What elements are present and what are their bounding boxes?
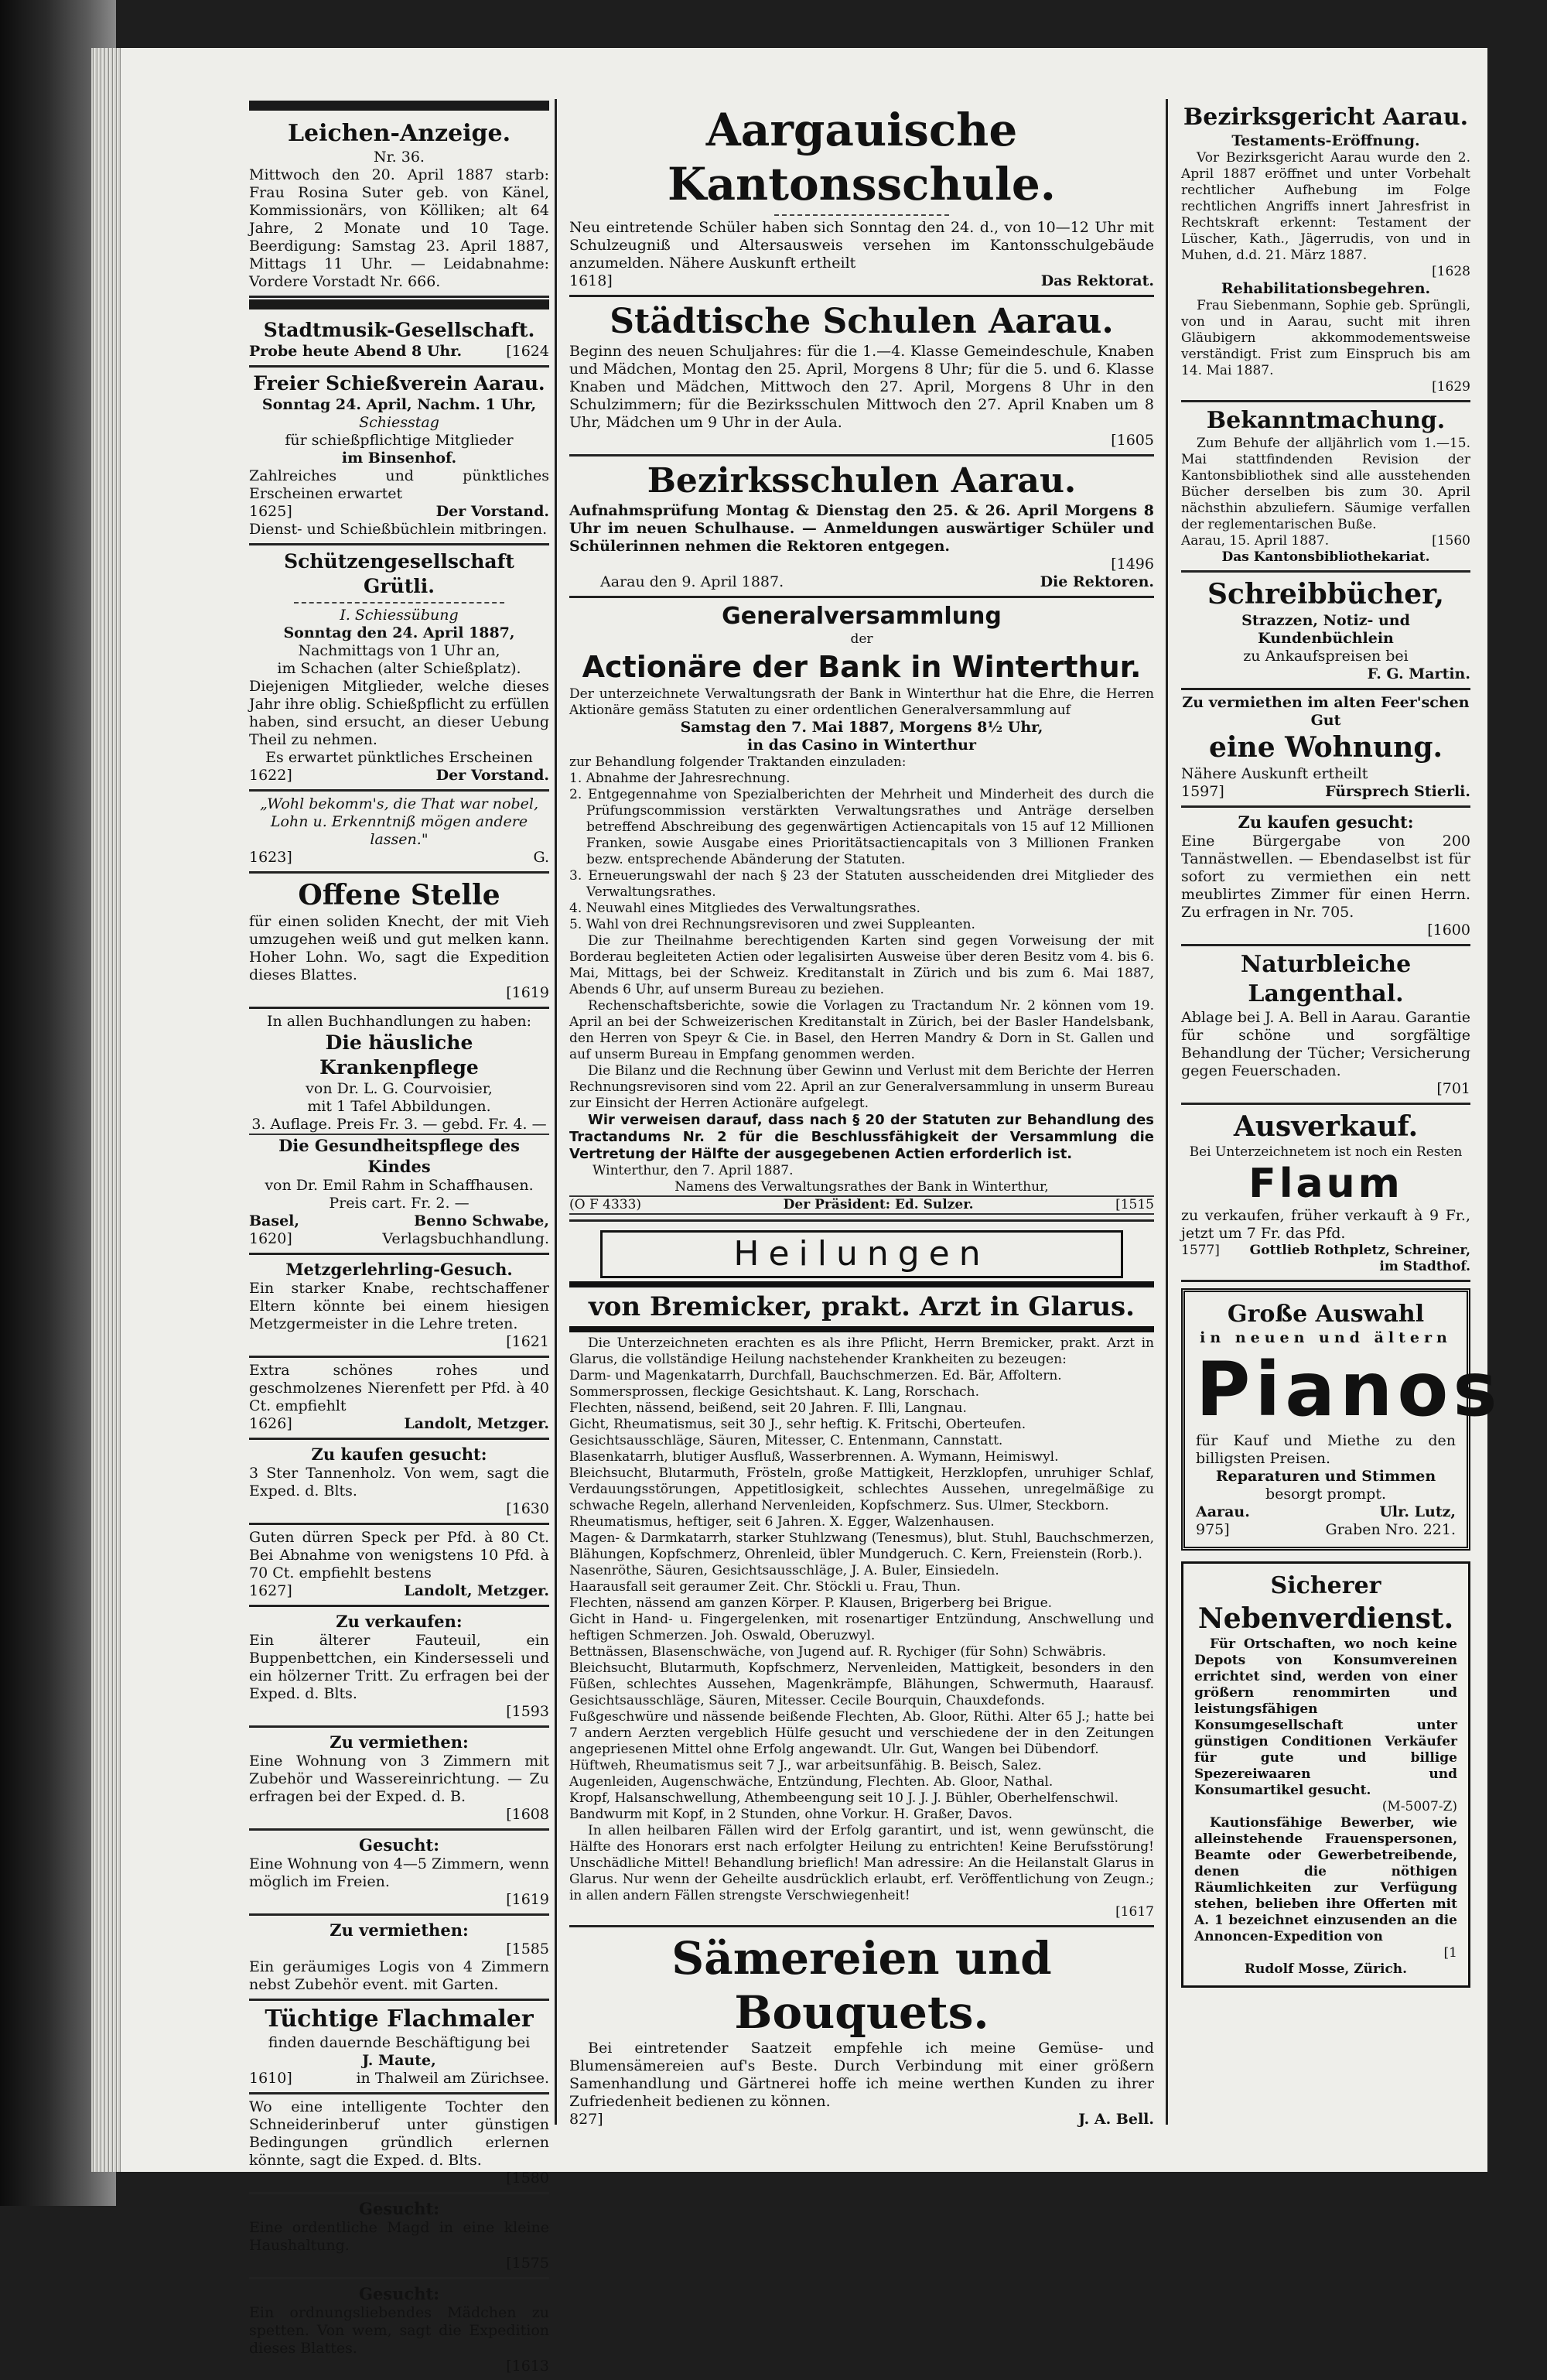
ad-naturbleiche [1181,946,1470,1105]
ad-bezirksschulen [569,457,1154,598]
signature: Das Kantonsbibliothekariat. [1221,549,1430,565]
ref-number: [1560 [1432,533,1470,549]
signature: Fürsprech Stierli. [1325,783,1470,800]
bank-item: 5. Wahl von drei Rechnungsrevisoren und zwei Suppleanten. [569,917,975,932]
vermieten-text: Eine Wohnung von 3 Zimmern mit Zubehör und Wassereinrichtung. — Zu erfragen bei der Exped. d. B. [249,1753,549,1805]
gericht-subtitle: Testaments-Eröffnung. [1231,132,1420,149]
tochter-text: Wo eine intelligente Tochter den Schneiderinberuf unter günstigen Bedingungen gründlich erlernen könnte, sagt die Exped. d. Blts. [249,2098,549,2169]
kanton-text: Neu eintretende Schüler haben sich Sonntag den 24. d., von 10—12 Uhr mit Schulzeugniß und Altersausweis versehen im Kantonsschulgebäude anzumelden. Nähere Auskunft ertheilt [569,219,1154,272]
signature: J. A. Bell. [1078,2111,1154,2128]
metzger-title: Metzgerlehrling-Gesuch. [285,1260,513,1279]
ad-gesucht-1 [249,1831,549,1916]
ref-number: [1575 [506,2255,549,2272]
gericht-text: Vor Bezirksgericht Aarau wurde den 2. April 1887 eröffnet und unter Vorbehalt rechtlicher Aufhebung im Folge rechtlichen Angriffs innert Jahresfrist in Rechtskraft erkennt: Testament der Lüscher, Kath., Jägerrudis, von und in Muhen, d.d. 21. März 1887. [1181,150,1470,263]
bank-namens: Namens des Verwaltungsrathes der Bank in Winterthur, [674,1179,1049,1195]
bezirk-date: Aarau den 9. April 1887. [600,573,784,590]
heil-outro: In allen heilbaren Fällen wird der Erfolg garantirt, und ist, wenn gewünscht, die Hälfte des Honorars erst nach erfolgter Heilung zu entrichten! Keine Berufsstörung! Unschädliche Mittel! Behandlung brieflich! Man adressire: An die Heilanstalt Glarus in Glarus. Nur wenn der Geheilte ausdrücklich erlaubt, erf. Veröffentlichung von Zeugn.; in allen andern Fällen strengste Verschwiegenheit! [569,1823,1154,1903]
ref-code: (M-5007-Z) [1381,1799,1457,1814]
bekannt-title: Bekanntmachung. [1206,407,1446,434]
bank-notice: Wir verweisen darauf, dass nach § 20 der Statuten zur Behandlung des Tractandums Nr. 2 für die Beschlussfähigkeit der Versammlung die Vertretung der Hälfte der ausgegebenen Actien erforderlich ist. [569,1112,1154,1162]
ref-number: [1613 [506,2358,549,2375]
ad-vermieten-1 [249,1728,549,1831]
ad-schiessverein [249,368,549,545]
magd-title: Gesucht: [359,2199,439,2218]
ad-verkaufen [249,1607,549,1728]
signature: Rudolf Mosse, Zürich. [1244,1961,1408,1977]
heil-item: Blasenkatarrh, blutiger Ausfluß, Wasserbrennen. A. Wymann, Heimiswyl. [569,1449,1059,1465]
ad-vermieten-2 [249,1916,549,2001]
pianos-title: Pianos [1196,1346,1502,1433]
gruetli-title: Schützengesellschaft Grütli. [284,550,514,597]
ad-offene-stelle [249,874,549,1009]
ausverkauf-line: Bei Unterzeichnetem ist noch ein Resten [1189,1144,1463,1160]
heil-item: Flechten, nässend am ganzen Körper. P. Klausen, Brigerberg bei Brigue. [569,1595,1053,1611]
ad-staedtische-schulen [569,297,1154,457]
quote-text: „Wohl bekomm's, die That war nobel, Lohn u. Erkenntniß mögen andere lassen." [260,795,538,848]
neben-subtitle: Nebenverdienst. [1197,1602,1454,1635]
ad-nierenfett [249,1358,549,1440]
bezirk-title: Bezirksschulen Aarau. [647,461,1077,501]
signature: Der Vorstand. [435,503,549,520]
heil-item: Hüftweh, Rheumatismus seit 7 J., war arbeitsunfähig. B. Beisch, Salez. [569,1758,1042,1773]
buerger-text: Eine Bürgergabe von 200 Tannästwellen. — Ebendaselbst ist für sofort zu vermiethen ein nett meublirtes Zimmer für einen Herrn. Zu erfragen in Nr. 705. [1181,833,1470,921]
gruetli-line: Es erwartet pünktliches Erscheinen [265,749,533,766]
gruetli-place: im Schachen (alter Schießplatz). [277,660,521,677]
gruetli-date: Sonntag den 24. April 1887, [283,624,515,641]
neben-title: Sicherer [1270,1572,1381,1599]
page-edges [91,48,121,2172]
heil-item: Gesichtsausschläge, Säuren, Mitesser, C. Entenmann, Cannstatt. [569,1433,1003,1448]
pianos-address: Graben Nro. 221. [1325,1521,1456,1538]
leichen-nr: Nr. 36. [374,149,425,166]
ausverkauf-text: zu verkaufen, früher verkauft à 9 Fr., jetzt um 7 Fr. das Pfd. [1181,1207,1470,1242]
ref-number: [701 [1436,1080,1470,1097]
heil-item: Haarausfall seit geraumer Zeit. Chr. Stöckli u. Frau, Thun. [569,1579,961,1595]
ad-tannenholz [249,1440,549,1525]
schiess-place: im Binsenhof. [341,450,457,467]
ad-metzger [249,1255,549,1358]
tannen-text: 3 Ster Tannenholz. Von wem, sagt die Exped. d. Blts. [249,1465,549,1499]
ad-ausverkauf [1181,1105,1470,1282]
gesucht-text: Eine Wohnung von 4—5 Zimmern, wenn möglich im Freien. [249,1855,549,1890]
column-rule [555,99,557,2125]
buch-publisher: Benno Schwabe, [414,1212,549,1229]
heil-item: Gicht, Rheumatismus, seit 30 J., sehr heftig. K. Fritschi, Oberteufen. [569,1417,1026,1432]
bank-item: 4. Neuwahl eines Mitgliedes des Verwaltungsrathes. [569,901,920,916]
heil-banner: Heilungen [600,1230,1123,1278]
vermieten-text: Ein geräumiges Logis von 4 Zimmern nebst Zubehör event. mit Garten. [249,1958,549,1993]
stadtmusik-text: Probe heute Abend 8 Uhr. [249,343,463,360]
vermieten-title: Zu vermiethen: [330,1920,469,1940]
schiess-event: Schiesstag [359,414,439,431]
signature: Landolt, Metzger. [404,1582,549,1599]
bank-president: Der Präsident: Ed. Sulzer. [783,1197,974,1212]
speck-text: Guten dürren Speck per Pfd. à 80 Ct. Bei Abnahme von wenigstens 10 Pfd. à 70 Ct. empfiehlt bestens [249,1529,549,1582]
neben-text: Kautionsfähige Bewerber, wie alleinstehende Frauenspersonen, Beamte oder Gewerbetreibende, denen die nöthigen Räumlichkeiten zur Verfügung stehen, belieben ihre Offerten mit A. 1 bezeichnet einzusenden an die Annoncen-Expedition von [1194,1815,1457,1944]
ad-leichen [249,115,549,298]
heil-item: Bleichsucht, Blutarmuth, Kopfschmerz, Nervenleiden, Mattigkeit, besonders in den Füßen, schlechtes Aussehen, Magenkrämpfe, Blähungen, Schwermuth, Haarausf. Gesichtsausschläge, Säuren, Mitesser. Cecile Bourquin, Chauxdefonds. [569,1660,1154,1708]
ref-number: [1605 [1111,432,1154,449]
column-left [249,99,549,2380]
kanton-title: Aargauische Kantonsschule. [668,104,1056,210]
bleiche-text: Ablage bei J. A. Bell in Aarau. Garantie für schöne und sorgfältige Behandlung der Tücher; Versicherung gegen Feuerschaden. [1181,1009,1470,1079]
ref-number: [1628 [1432,264,1470,279]
ad-magd [249,2194,549,2279]
divider [294,602,504,604]
schiess-line: Zahlreiches und pünktliches Erscheinen erwartet [249,467,549,502]
ref-number: 1597] [1181,783,1224,800]
ausverkauf-title: Ausverkauf. [1233,1110,1419,1143]
ad-heilungen [569,1222,1154,1927]
schiess-line: für schießpflichtige Mitglieder [285,432,514,449]
ref-number: 975] [1196,1521,1230,1538]
bezirk-text: Aufnahmsprüfung Montag & Dienstag den 25. & 26. April Morgens 8 Uhr im neuen Schulhause. — Anmeldungen auswärtiger Schüler und Schülerinnen nehmen die Rektoren entgegen. [569,502,1154,555]
stadtmusik-title: Stadtmusik-Gesellschaft. [263,319,535,341]
rule [569,1326,1154,1332]
ad-nebenverdienst [1181,1561,1470,1988]
bekannt-date: Aarau, 15. April 1887. [1181,533,1330,549]
buch-line: mit 1 Tafel Abbildungen. [307,1098,491,1115]
pianos-line: Reparaturen und Stimmen [1215,1468,1436,1485]
schreib-text: zu Ankaufspreisen bei [1243,648,1409,665]
gesucht-title: Gesucht: [359,1835,439,1855]
metzger-text: Ein starker Knabe, rechtschaffener Eltern könnte bei einem hiesigen Metzgermeister in die Lehre treten. [249,1280,549,1332]
divider [774,214,950,216]
vermieten-title: Zu vermiethen: [330,1732,469,1752]
buch-author: von Dr. Emil Rahm in Schaffhausen. [265,1177,534,1194]
schiess-title: Freier Schießverein Aarau. [253,372,545,395]
heil-item: Flechten, nässend, beißend, seit 20 Jahren. F. Illi, Langnau. [569,1400,967,1416]
nierenfett-text: Extra schönes rohes und geschmolzenes Nierenfett per Pfd. à 40 Ct. empfiehlt [249,1362,549,1414]
bank-signing-date: Winterthur, den 7. April 1887. [593,1163,794,1178]
ref-number: 1620] [249,1230,292,1247]
neben-text: Für Ortschaften, wo noch keine Depots von Konsumvereinen errichtet sind, werden von einer größern renommirten und leistungsfähigen Konsumgesellschaft unter günstigen Conditionen Verkäufer für gute und billige Spezereiwaaren und Konsumartikel gesucht. [1194,1636,1457,1798]
buch-city: Basel, [249,1212,299,1229]
ref-number: [1585 [506,1941,549,1958]
ad-bezirksgericht [1181,99,1470,402]
gruetli-line: Nachmittags von 1 Uhr an, [298,642,500,659]
ad-saemereien [569,1927,1154,2133]
ref-number: 1610] [249,2070,292,2087]
bekannt-text: Zum Behufe der alljährlich vom 1.—15. Mai stattfindenden Revision der Kantonsbibliothek sind alle ausstehenden Bücher derselben bis zum 30. April nächsthin abzuliefern. Säumige verfallen der reglementarischen Buße. [1181,436,1470,532]
buch-price: Preis cart. Fr. 2. — [329,1195,470,1212]
ad-stadtmusik [249,314,549,368]
ref-number: [1619 [506,984,549,1001]
top-rule [249,101,549,111]
flachmaler-line: finden dauernde Beschäftigung bei [268,2034,531,2051]
ad-gruetli [249,545,549,792]
buch-title-2: Die Gesundheitspflege des Kindes [249,1134,549,1177]
bank-intro: Der unterzeichnete Verwaltungsrath der Bank in Winterthur hat die Ehre, die Herren Aktionäre gemäss Statuten zu einer ordentlichen Generalversammlung auf [569,686,1154,718]
wohnung-line: Nähere Auskunft ertheilt [1181,765,1368,782]
signature: Der Vorstand. [435,767,549,784]
ad-wohnung [1181,690,1470,808]
flachmaler-place: in Thalweil am Zürichsee. [356,2070,549,2087]
wohnung-line: Zu vermiethen im alten Feer'schen Gut [1182,694,1470,729]
ad-speck [249,1525,549,1607]
heil-item: Gicht in Hand- u. Fingergelenken, mit rosenartiger Entzündung, Anschwellung und heftigen Schmerzen. Joh. Oswald, Oberuzwyl. [569,1612,1154,1643]
ref-number: [1630 [506,1500,549,1517]
ad-tochter [249,2094,549,2194]
heil-item: Bandwurm mit Kopf, in 2 Stunden, ohne Vorkur. H. Graßer, Davos. [569,1807,1013,1822]
tannen-title: Zu kaufen gesucht: [311,1445,487,1464]
heil-item: Kropf, Halsanschwellung, Athembeengung seit 10 J. J. J. Bühler, Oberhelfenschwil. [569,1790,1118,1806]
ref-number: [1 [1443,1945,1457,1961]
ad-schreibbuecher [1181,573,1470,690]
signature: Gottlieb Rothpletz, Schreiner, im Stadthof. [1249,1243,1470,1274]
ref-number: [1496 [1111,556,1154,573]
buch-line: In allen Buchhandlungen zu haben: [267,1013,531,1030]
ref-number: 827] [569,2111,603,2128]
staedtisch-title: Städtische Schulen Aarau. [610,302,1114,341]
column-center [569,99,1154,2133]
rule [569,1281,1154,1287]
schreib-title: Schreibbücher, [1207,578,1445,610]
ad-bekanntmachung [1181,402,1470,573]
signature: F. G. Martin. [1367,665,1470,682]
ref-code: (O F 4333) [569,1197,642,1212]
bank-place: in das Casino in Winterthur [747,737,976,754]
ref-number: 1627] [249,1582,292,1599]
column-right [1181,99,1502,1988]
ref-number: 1622] [249,767,292,784]
buch-price: 3. Auflage. Preis Fr. 3. — gebd. Fr. 4. — [251,1116,547,1133]
ref-number: 1618] [569,272,613,289]
heil-item: Rheumatismus, heftiger, seit 6 Jahren. X. Egger, Walzenhausen. [569,1514,995,1530]
schiess-date: Sonntag 24. April, Nachm. 1 Uhr, [261,396,537,413]
pianos-line: besorgt prompt. [1265,1486,1387,1503]
column-rule [1166,99,1168,2125]
gericht-title: Bezirksgericht Aarau. [1183,104,1469,131]
bank-der: der [850,631,873,647]
maedchen-title: Gesucht: [359,2284,439,2303]
ref-number: [1593 [506,1703,549,1720]
ref-number: [1515 [1115,1197,1154,1212]
signature: Ulr. Lutz, [1379,1503,1456,1520]
signature: Landolt, Metzger. [404,1415,549,1432]
pianos-line: Große Auswahl [1227,1301,1425,1328]
bank-item: 2. Entgegennahme von Spezialberichten der Mehrheit und Minderheit des durch die Prüfungscommission verstärkten Verwaltungsrathes und Anträge derselben betreffend Abschreibung des gegenwärtigen Actiencapitals von 15 auf 12 Millionen Franken, sowie Ausgabe eines Prioritätsactiencapitals von 3 Millionen Franken bezw. entsprechende Abänderung der Statuten. [569,787,1154,867]
signature: Das Rektorat. [1040,272,1154,289]
ref-number: 1623] [249,849,292,866]
gericht-subtitle: Rehabilitationsbegehren. [1221,280,1431,297]
ad-quote [249,792,549,874]
pianos-line: in neuen und ältern [1200,1329,1452,1346]
verkaufen-text: Ein älterer Fauteuil, ein Buppenbettchen, ein Kindersesseli und ein hölzerner Tritt. Zu erfragen bei der Exped. d. Blts. [249,1632,549,1702]
bank-item: 3. Erneuerungswahl der nach § 23 der Statuten ausscheidenden drei Mitglieder des Verwaltungsrathes. [569,868,1154,900]
signature: G. [533,849,549,866]
stelle-title: Offene Stelle [298,879,500,911]
magd-text: Eine ordentliche Magd in eine kleine Haushaltung. [249,2219,549,2254]
buch-title: Die häusliche Krankenpflege [319,1031,479,1079]
heil-item: Nasenröthe, Säuren, Gesichtsausschläge, J. A. Buler, Einsiedeln. [569,1563,999,1578]
schiess-line: Dienst- und Schießbüchlein mitbringen. [249,521,548,538]
wohnung-title: eine Wohnung. [1208,731,1443,764]
leichen-text: Mittwoch den 20. April 1887 starb: Frau Rosina Suter geb. von Känel, Kommissionärs, von Kölliken; alt 64 Jahre, 2 Monate und 10 Tage. Beerdigung: Samstag 23. April 1887, Mittags 11 Uhr. — Leidabnahme: Vordere Vorstadt Nr. 666. [249,166,549,290]
pianos-text: für Kauf und Miethe zu den billigsten Preisen. [1196,1432,1456,1467]
buch-line: Verlagsbuchhandlung. [382,1230,549,1247]
flachmaler-title: Tüchtige Flachmaler [265,2006,534,2033]
maedchen-text: Ein ordnungsliebendes Mädchen zu spetten. Von wem, sagt die Expedition dieses Blattes. [249,2304,549,2357]
ad-maedchen [249,2279,549,2380]
rule [249,299,549,309]
bank-paragraph: Die Bilanz und die Rechnung über Gewinn und Verlust mit dem Berichte der Herren Rechnungsrevisoren sind vom 22. April an zur Generalversammlung in unserm Bureau zur Einsicht der Herren Actionäre aufgelegt. [569,1063,1154,1111]
signature: Die Rektoren. [1040,573,1154,590]
pianos-city: Aarau. [1196,1503,1250,1520]
ref-number: 1577] [1181,1243,1220,1258]
ref-number: [1608 [506,1806,549,1823]
bank-subtitle: Actionäre der Bank in Winterthur. [582,650,1142,684]
heil-item: Bettnässen, Blasenschwäche, von Jugend auf. R. Rychiger (für Sohn) Schwäbris. [569,1644,1106,1660]
heil-title: von Bremicker, prakt. Arzt in Glarus. [588,1291,1135,1322]
gericht-text: Frau Siebenmann, Sophie geb. Sprüngli, von und in Aarau, sucht mit ihren Gläubigern akkommodementsweise verständigt. Frist zum Einspruch bis am 14. Mai 1887. [1181,298,1470,378]
ad-pianos [1181,1288,1502,1551]
heil-item: Sommersprossen, fleckige Gesichtshaut. K. Lang, Rorschach. [569,1384,979,1400]
bank-lead: zur Behandlung folgender Traktanden einzuladen: [569,754,907,770]
ad-kantonsschule [569,99,1154,297]
ref-number: 1625] [249,503,292,520]
ref-number: [1580 [506,2170,549,2187]
saemereien-title: Sämereien und Bouquets. [671,1932,1052,2039]
ref-number: [1600 [1427,922,1470,939]
staedtisch-text: Beginn des neuen Schuljahres: für die 1.—4. Klasse Gemeindeschule, Knaben und Mädchen, Montag den 25. April, Morgens 8 Uhr; für die 5. und 6. Klasse Knaben und Mädchen, Mittwoch den 27. April, Morgens 8 Uhr in den Schulzimmern; für die Bezirksschulen Mittwoch den 27. April Knaben um 8 Uhr, Mädchen um 9 Uhr in der Aula. [569,343,1154,431]
ad-bank-winterthur [569,598,1154,1222]
bank-date: Samstag den 7. Mai 1887, Morgens 8½ Uhr, [680,719,1043,736]
verkaufen-title: Zu verkaufen: [336,1612,463,1631]
heil-item: Bleichsucht, Blutarmuth, Frösteln, große Mattigkeit, Herzklopfen, unruhiger Schlaf, Verdauungsstörungen, Appetitlosigkeit, schlechtes Aussehen, unregelmäßige zu schwache Regeln, allerhand Nervenleiden, Kopfschmerz. Sus. Ulmer, Steckborn. [569,1465,1154,1513]
heil-item: Augenleiden, Augenschwäche, Entzündung, Flechten. Ab. Gloor, Nathal. [569,1774,1054,1790]
bank-paragraph: Die zur Theilnahme berechtigenden Karten sind gegen Vorweisung der mit Borderau begleiteten Actien oder legalisirten Ausweise über deren Besitz vom 4. bis 6. Mai, Mittags, bei der Schweiz. Kreditanstalt in Zürich und bis zum 6. Mai 1887, Abends 6 Uhr, auf unserm Bureau zu beziehen. [569,933,1154,997]
stelle-text: für einen soliden Knecht, der mit Vieh umzugehen weiß und gut melken kann. Hoher Lohn. Wo, sagt die Expedition dieses Blattes. [249,913,549,983]
ad-flachmaler [249,2001,549,2094]
bleiche-title: Naturbleiche Langenthal. [1240,951,1412,1007]
flaum-title: Flaum [1248,1161,1403,1207]
ad-buchhandlung [249,1009,549,1255]
buerger-title: Zu kaufen gesucht: [1238,812,1414,832]
heil-item: Fußgeschwüre und nässende beißende Flechten, Ab. Gloor, Rüthi. Alter 65 J.; hatte bei 7 andern Aerzten vergeblich Hülfe gesucht und verschiedene der in den Zeitungen angepriesenen Mittel ohne Erfolg angewandt. Ulr. Gut, Wangen bei Dübendorf. [569,1709,1154,1757]
gruetli-line: Diejenigen Mitglieder, welche dieses Jahr ihre oblig. Schießpflicht zu erfüllen haben, sind ersucht, an dieser Uebung Theil zu nehmen. [249,678,549,748]
heil-item: Darm- und Magenkatarrh, Durchfall, Bauchschmerzen. Ed. Bär, Affoltern. [569,1368,1062,1383]
gruetli-event: I. Schiessübung [340,607,459,624]
bank-paragraph: Rechenschaftsberichte, sowie die Vorlagen zu Tractandum Nr. 2 können vom 19. April an bei der Schweizerischen Kreditanstalt in Zürich, bei der Basler Handelsbank, den Herren von Speyr & Cie. in Basel, den Herren Mandry & Dorn in St. Gallen und auf unserm Bureau in Empfang genommen werden. [569,998,1154,1062]
ref-number: [1621 [506,1333,549,1350]
ref-number: [1624 [506,343,549,360]
saemereien-text: Bei eintretender Saatzeit empfehle ich meine Gemüse- und Blumensämereien auf's Beste. Durch Verbindung mit einer größern Samenhandlung und Gärtnerei hoffe ich meine werthen Kunden zu ihrer Zufriedenheit bedienen zu können. [569,2040,1154,2110]
bank-item: 1. Abnahme der Jahresrechnung. [569,771,791,786]
buch-author: von Dr. L. G. Courvoisier, [306,1080,493,1097]
heil-intro: Die Unterzeichneten erachten es als ihre Pflicht, Herrn Bremicker, prakt. Arzt in Glarus, die vollständige Heilung nachstehender Krankheiten zu bezeugen: [569,1335,1154,1367]
ref-number: [1617 [1115,1904,1154,1920]
heil-item: Magen- & Darmkatarrh, starker Stuhlzwang (Tenesmus), blut. Stuhl, Bauchschmerzen, Blähungen, Kopfschmerz, Ohrenleid, übler Mundgeruch. C. Kern, Freienstein (Rorb.). [569,1530,1154,1562]
ad-buergergabe [1181,808,1470,946]
ref-number: 1626] [249,1415,292,1432]
bank-title: Generalversammlung [722,603,1002,630]
ref-number: [1619 [506,1891,549,1908]
flachmaler-name: J. Maute, [362,2052,436,2069]
ref-number: [1629 [1432,379,1470,395]
leichen-title: Leichen-Anzeige. [287,120,511,147]
schreib-subtitle: Strazzen, Notiz- und Kundenbüchlein [1241,612,1410,647]
